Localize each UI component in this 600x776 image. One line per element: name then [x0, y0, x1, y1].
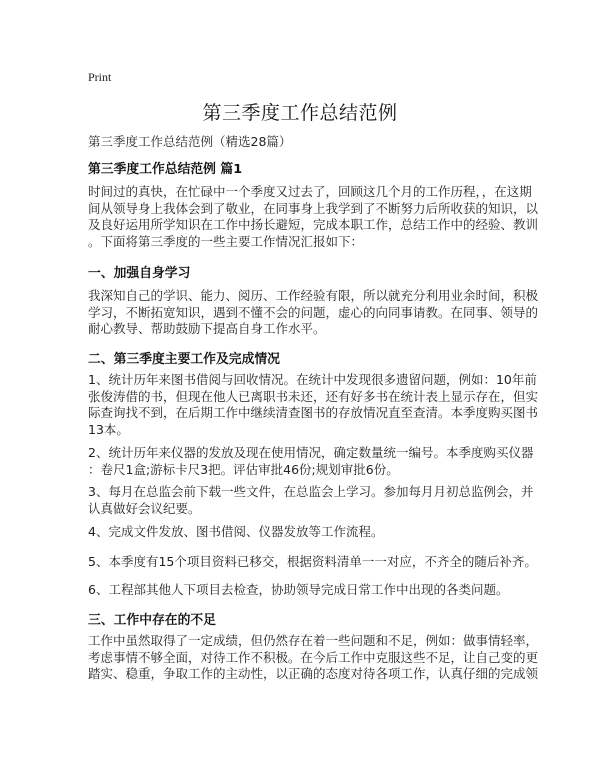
section-heading-3: 三、工作中存在的不足: [88, 613, 216, 628]
text-line: 及良好运用所学知识在工作中扬长避短，完成本职工作，总结工作中的经验、教训: [88, 217, 539, 233]
page-title: 第三季度工作总结范例: [202, 102, 398, 124]
text-line: 我深知自己的学识、能力、阅历、工作经验有限，所以就充分利用业余时间，积极: [88, 288, 539, 303]
text-line: 6、工程部其他人下项目去检查，协助领导完成日常工作中出现的各类问题。: [88, 582, 509, 597]
text-line: 1、统计历年来图书借阅与回收情况。在统计中发现很多遗留问题，例如：10年前: [88, 372, 537, 387]
text-line: 工作中虽然取得了一定成绩，但仍然存在着一些问题和不足，例如：做事情轻率，: [88, 633, 539, 648]
section-2-item-5: [88, 554, 537, 571]
text-line: 间从领导身上我体会到了敬业，在同事身上我学到了不断努力后所收获的知识，以: [88, 200, 539, 216]
section-2-item-4: [88, 524, 528, 541]
intro-paragraph: [88, 184, 539, 250]
text-line: 际查询找不到，在后期工作中继续清查图书的存放情况直至查清。本季度购买图书: [88, 405, 539, 421]
text-line: 考虑事情不够全面，对待工作不积极。在今后工作中克服这些不足，让自己变的更: [88, 649, 539, 665]
text-line: 13本。: [88, 421, 129, 437]
section-heading-1: 一、加强自身学习: [88, 266, 191, 281]
section-heading-2: 二、第三季度主要工作及完成情况: [88, 352, 280, 367]
section-2-item-3: [88, 484, 534, 517]
text-line: 踏实、稳重，争取工作的主动性，以正确的态度对待各项工作，认真仔细的完成领: [88, 666, 539, 682]
text-line: 认真做好会议纪要。: [88, 500, 201, 516]
section-2-item-2: [88, 445, 534, 478]
text-line: 学习，不断拓宽知识，遇到不懂不会的问题，虚心的向同事请教。在同事、领导的: [88, 304, 539, 320]
text-line: 4、完成文件发放、图书借阅、仪器发放等工作流程。: [88, 524, 384, 539]
section-2-item-6: [88, 582, 528, 599]
article-heading: 第三季度工作总结范例 篇1: [88, 162, 243, 177]
text-line: 3、每月在总监会前下载一些文件，在总监会上学习。参加每月月初总监例会，并: [88, 484, 534, 499]
text-line: 时间过的真快，在忙碌中一个季度又过去了，回顾这几个月的工作历程，，在这期: [88, 184, 532, 199]
text-line: 张俊涛借的书，但现在他人已离职书未还，还有好多书在统计表上显示存在，但实: [88, 388, 539, 404]
section-2-item-1: [88, 372, 539, 438]
print-label[interactable]: Print: [88, 70, 112, 84]
text-line: 耐心教导、帮助鼓励下提高自身工作水平。: [88, 321, 326, 337]
document-subtitle: 第三季度工作总结范例（精选28篇）: [88, 134, 292, 149]
text-line: 。下面将第三季度的一些主要工作情况汇报如下：: [88, 233, 364, 249]
text-line: 2、统计历年来仪器的发放及现在使用情况，确定数量统一编号。本季度购买仪器: [88, 445, 534, 460]
section-1-paragraph: [88, 288, 539, 338]
text-line: ：卷尺1盒;游标卡尺3把。评估审批46份;规划审批6份。: [88, 461, 399, 477]
section-3-paragraph: [88, 633, 539, 683]
text-line: 5、本季度有15个项目资料已移交，根据资料清单一一对应，不齐全的随后补齐。: [88, 554, 537, 569]
